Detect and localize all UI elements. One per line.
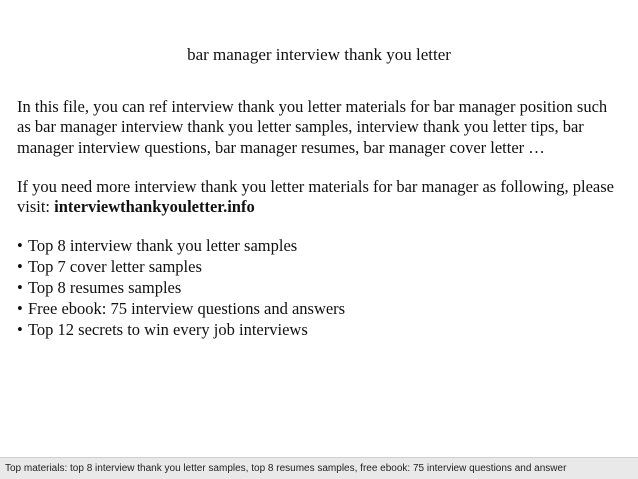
list-item-text: Top 12 secrets to win every job interviews [28, 320, 308, 340]
bullet-icon: • [17, 236, 23, 256]
more-info-paragraph [17, 177, 623, 218]
document-title: bar manager interview thank you letter [187, 45, 451, 64]
list-item [17, 320, 623, 341]
document-body [17, 97, 623, 341]
more-info-text: If you need more interview thank you letter materials for bar manager as following, please visit: [17, 176, 614, 217]
list-item [17, 257, 623, 278]
website-link[interactable]: interviewthankyouletter.info [54, 197, 255, 217]
bullet-icon: • [17, 320, 23, 340]
materials-list [17, 236, 623, 341]
bullet-icon: • [17, 257, 23, 277]
list-item-text: Top 8 interview thank you letter samples [28, 236, 298, 256]
footer-banner: Top materials: top 8 interview thank you letter samples, top 8 resumes samples, free ebook: 75 interview questions and answer [0, 457, 638, 479]
list-item-text: Free ebook: 75 interview questions and answers [28, 299, 346, 319]
list-item [17, 278, 623, 299]
list-item [17, 236, 623, 257]
bullet-icon: • [17, 278, 23, 298]
bullet-icon: • [17, 299, 23, 319]
list-item [17, 299, 623, 320]
list-item-text: Top 8 resumes samples [28, 278, 182, 298]
list-item-text: Top 7 cover letter samples [28, 257, 202, 277]
intro-paragraph: In this file, you can ref interview thank you letter materials for bar manager position such as bar manager interview thank you letter samples, interview thank you letter tips, bar manager interview questions, bar manager resumes, bar manager cover letter … [17, 97, 608, 157]
